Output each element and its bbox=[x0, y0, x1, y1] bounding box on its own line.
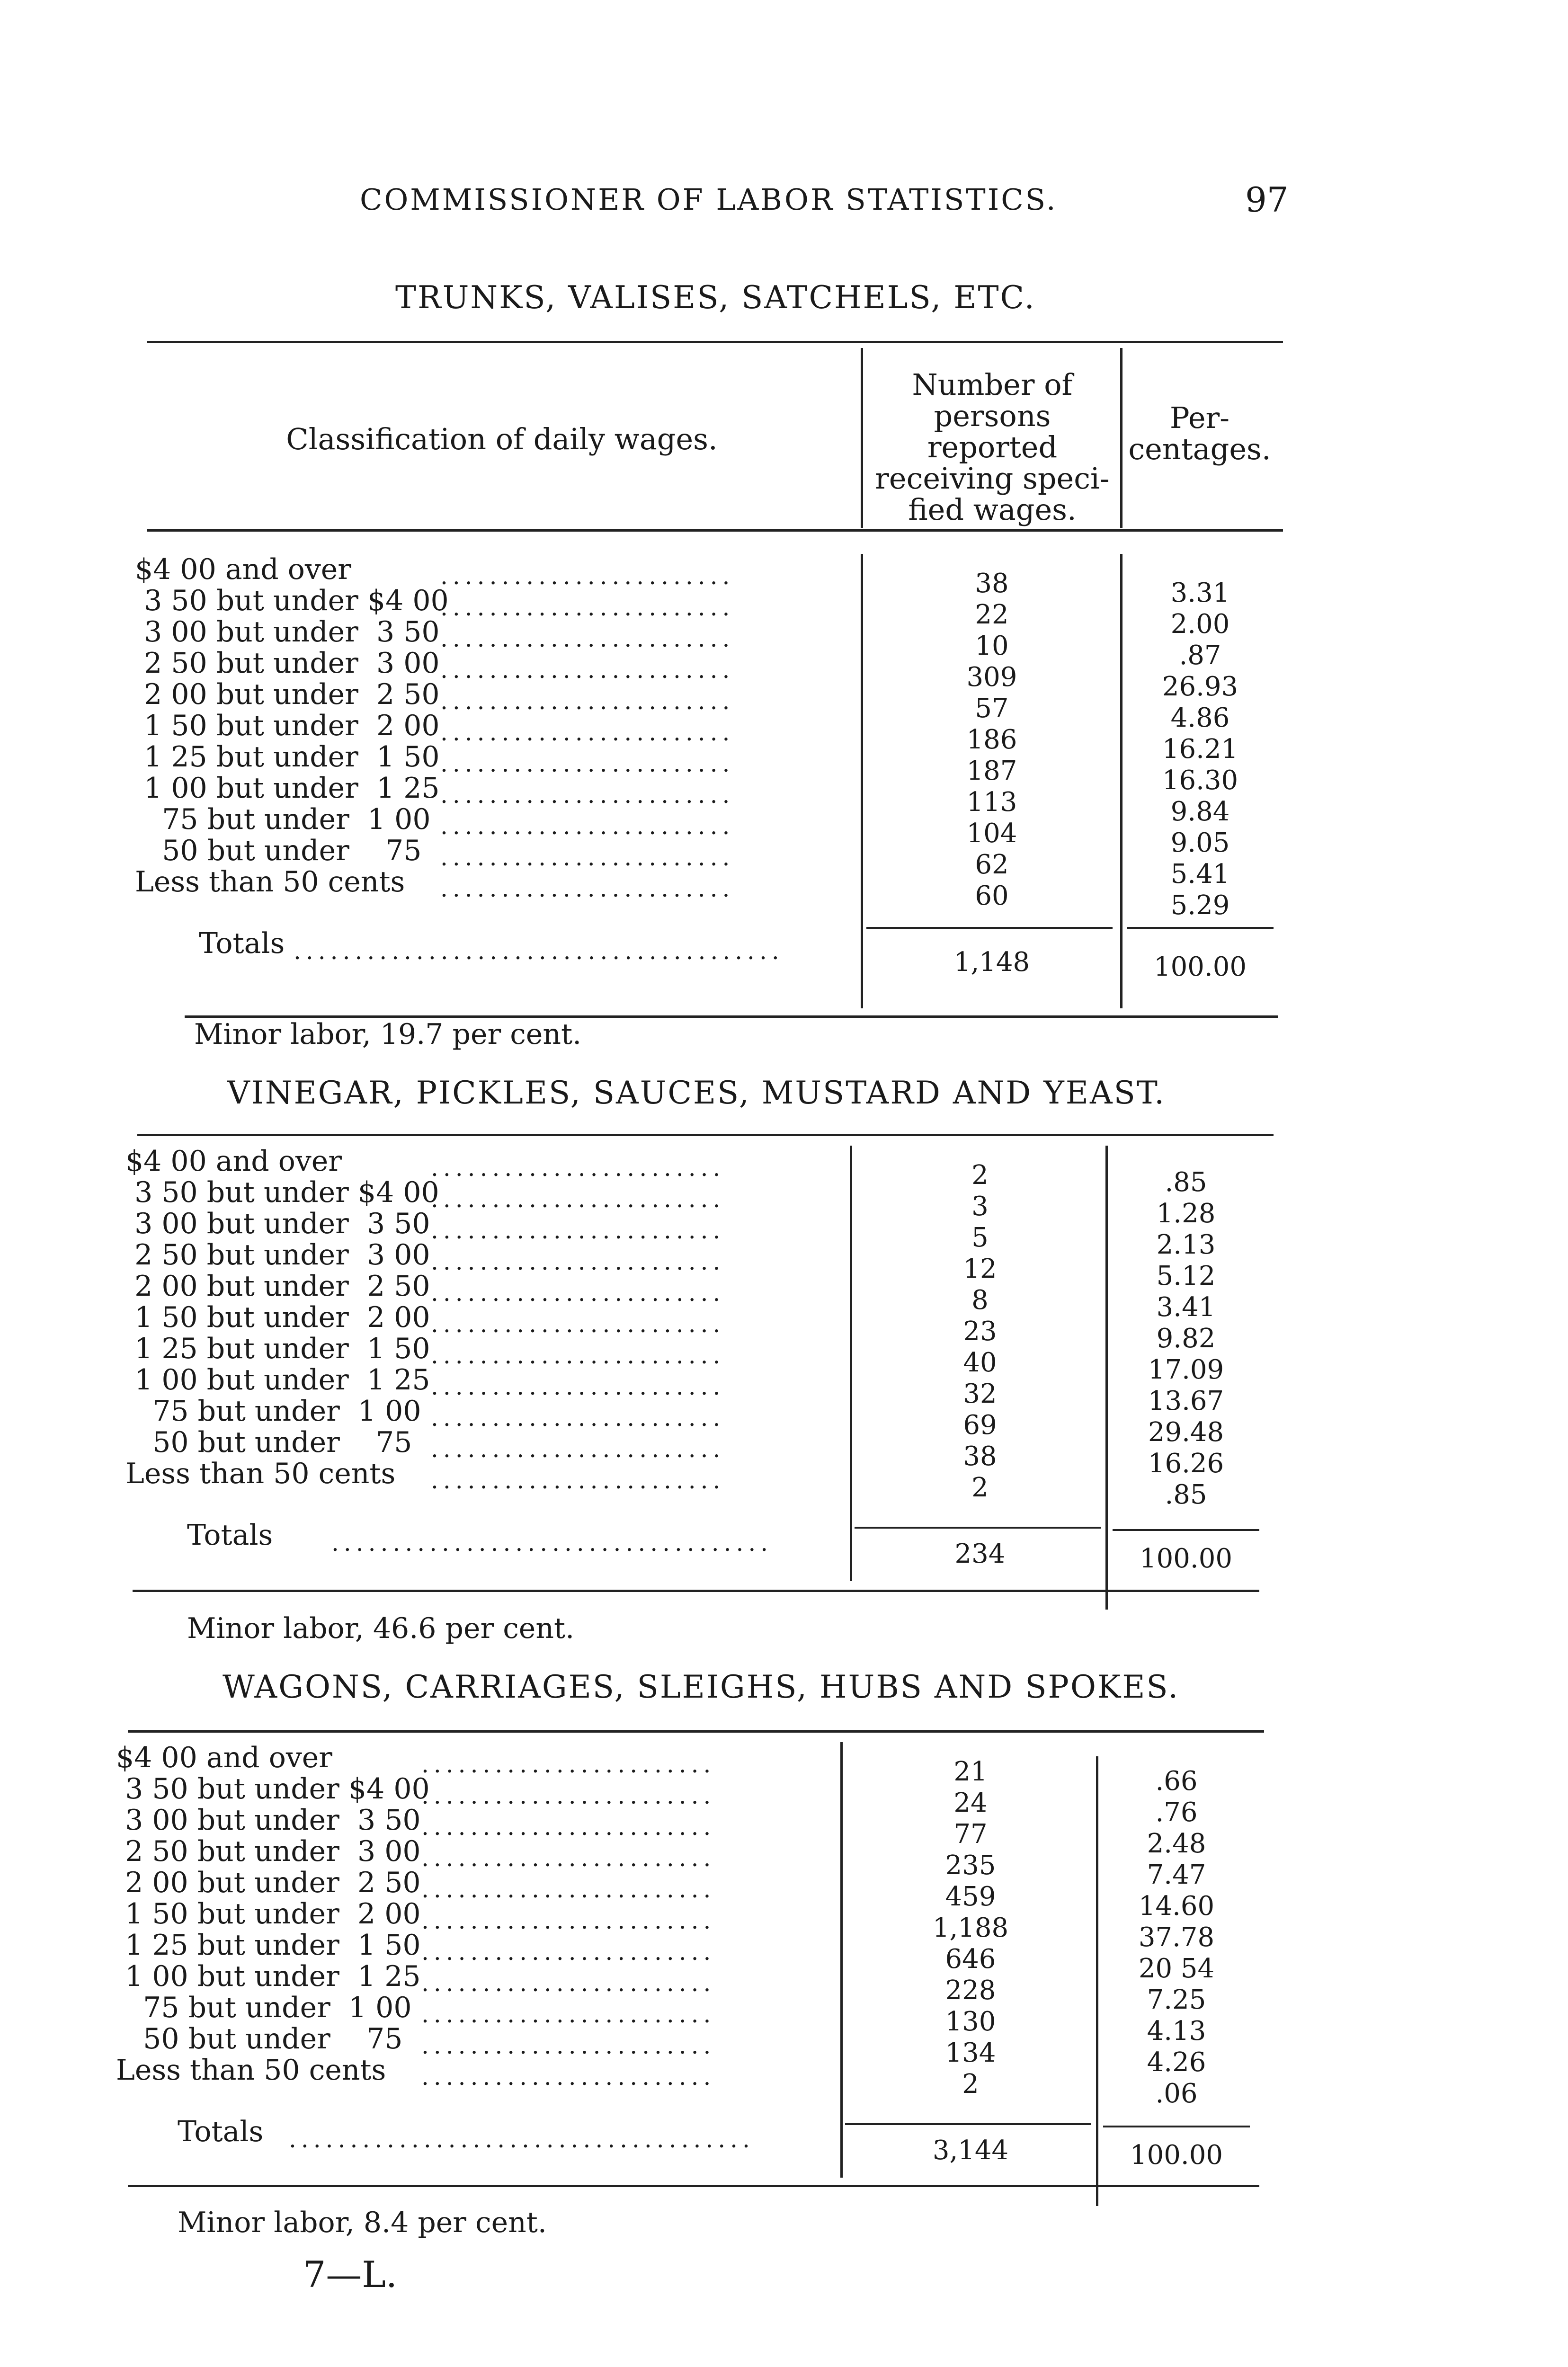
persons-value: 60 bbox=[975, 881, 1009, 911]
row-label: 1 25 but under 1 50 bbox=[116, 1929, 421, 1962]
dot-leaders: ........................ ........................ ........................ ........................ ........................ ........................ ........................ ........................ ........................ ........................ ........................ bbox=[431, 1154, 725, 1493]
persons-value: 1,188 bbox=[932, 1913, 1009, 1943]
percent-value: 2.00 bbox=[1170, 609, 1230, 640]
row-label: 1 50 but under 2 00 bbox=[125, 1301, 430, 1334]
persons-value: 69 bbox=[963, 1410, 997, 1441]
percent-value: 16.26 bbox=[1148, 1448, 1224, 1479]
sum-rule bbox=[855, 1527, 1101, 1529]
totals-label: Totals bbox=[178, 2115, 264, 2148]
percent-value: 3.31 bbox=[1170, 578, 1230, 608]
row-label: 2 00 but under 2 50 bbox=[135, 678, 440, 711]
dot-leaders: ........................ ........................ ........................ ........................ ........................ ........................ ........................ ........................ ........................ ........................ ........................ bbox=[440, 562, 735, 901]
column-header-classification: Classification of daily wages. bbox=[286, 422, 718, 456]
total-persons: 3,144 bbox=[932, 2135, 1009, 2166]
table-title-vinegar: VINEGAR, PICKLES, SAUCES, MUSTARD AND YEAST. bbox=[227, 1075, 1166, 1111]
percent-value: 9.84 bbox=[1170, 796, 1230, 827]
persons-value: 8 bbox=[971, 1285, 989, 1316]
row-label: 3 50 but under $4 00 bbox=[125, 1176, 439, 1209]
sum-rule bbox=[845, 2123, 1091, 2125]
persons-value: 23 bbox=[963, 1316, 997, 1347]
column-divider bbox=[1120, 554, 1123, 1008]
percent-value: 17.09 bbox=[1148, 1354, 1224, 1385]
minor-labor-note: Minor labor, 19.7 per cent. bbox=[194, 1018, 582, 1051]
persons-value: 235 bbox=[945, 1850, 996, 1881]
percent-value: .85 bbox=[1165, 1167, 1207, 1198]
percent-value: 2.13 bbox=[1156, 1229, 1216, 1260]
row-label: 75 but under 1 00 bbox=[116, 1991, 412, 2024]
percent-value: 7.47 bbox=[1147, 1860, 1206, 1890]
column-divider bbox=[1105, 1146, 1108, 1610]
persons-value: 40 bbox=[963, 1347, 997, 1378]
table-bottom-rule bbox=[133, 1590, 1259, 1592]
total-percent: 100.00 bbox=[1154, 952, 1247, 982]
persons-value: 24 bbox=[953, 1788, 988, 1818]
header-divider bbox=[1120, 348, 1123, 528]
row-label: 1 00 but under 1 25 bbox=[116, 1960, 421, 1993]
percent-value: 1.28 bbox=[1156, 1198, 1216, 1229]
percent-column bbox=[1103, 1766, 1250, 2109]
percent-value: 37.78 bbox=[1138, 1922, 1215, 1953]
percent-value: 9.05 bbox=[1170, 828, 1230, 858]
percent-value: 13.67 bbox=[1148, 1386, 1224, 1416]
persons-value: 2 bbox=[971, 1160, 989, 1191]
row-label: 3 00 but under 3 50 bbox=[135, 615, 440, 649]
percent-value: 4.26 bbox=[1147, 2047, 1206, 2078]
row-label: 3 50 but under $4 00 bbox=[116, 1772, 430, 1806]
percent-value: .85 bbox=[1165, 1479, 1207, 1510]
row-label: 2 00 but under 2 50 bbox=[116, 1866, 421, 1899]
row-label: 50 but under 75 bbox=[125, 1426, 412, 1459]
persons-value: 104 bbox=[966, 818, 1017, 849]
table-title-wagons: WAGONS, CARRIAGES, SLEIGHS, HUBS AND SPOKES. bbox=[223, 1669, 1180, 1705]
running-header: COMMISSIONER OF LABOR STATISTICS. bbox=[360, 182, 1058, 217]
table-top-rule bbox=[147, 341, 1283, 343]
row-label: 3 50 but under $4 00 bbox=[135, 584, 449, 617]
percent-value: 20 54 bbox=[1138, 1953, 1215, 1984]
percent-value: 16.21 bbox=[1162, 734, 1238, 765]
percent-value: 14.60 bbox=[1138, 1891, 1215, 1922]
persons-value: 21 bbox=[953, 1756, 988, 1787]
minor-labor-note: Minor labor, 8.4 per cent. bbox=[178, 2206, 547, 2239]
row-label: 75 but under 1 00 bbox=[125, 1395, 421, 1428]
persons-column bbox=[866, 568, 1117, 912]
row-label: Less than 50 cents bbox=[135, 865, 405, 899]
row-label: 3 00 but under 3 50 bbox=[125, 1207, 430, 1240]
persons-value: 5 bbox=[971, 1222, 989, 1253]
persons-value: 134 bbox=[945, 2038, 996, 2068]
column-divider bbox=[861, 554, 863, 1008]
persons-value: 77 bbox=[953, 1819, 988, 1850]
total-percent: 100.00 bbox=[1130, 2140, 1223, 2171]
table-top-rule bbox=[137, 1134, 1274, 1136]
row-label: 2 50 but under 3 00 bbox=[135, 647, 440, 680]
sum-rule bbox=[1103, 2126, 1250, 2127]
column-header-percentages: Per- centages. bbox=[1128, 400, 1271, 466]
percent-value: 4.13 bbox=[1147, 2016, 1206, 2047]
total-persons: 1,148 bbox=[953, 947, 1030, 978]
row-label: Less than 50 cents bbox=[125, 1457, 396, 1490]
percent-value: 5.29 bbox=[1170, 890, 1230, 921]
sum-rule bbox=[866, 927, 1113, 929]
header-bottom-rule bbox=[147, 529, 1283, 532]
persons-value: 228 bbox=[945, 1975, 996, 2006]
wage-table-wagons bbox=[0, 1742, 1568, 2216]
persons-value: 187 bbox=[966, 756, 1017, 786]
column-header-persons: Number of persons reported receiving speci- fied wages. bbox=[875, 367, 1110, 527]
percent-value: 5.12 bbox=[1156, 1261, 1216, 1291]
sum-rule bbox=[1127, 927, 1274, 929]
row-label: 1 00 but under 1 25 bbox=[135, 772, 440, 805]
persons-column bbox=[855, 1160, 1105, 1504]
persons-value: 32 bbox=[963, 1379, 997, 1409]
persons-value: 459 bbox=[945, 1881, 996, 1912]
sum-rule bbox=[1113, 1529, 1259, 1531]
row-label: 1 25 but under 1 50 bbox=[125, 1332, 430, 1365]
persons-value: 186 bbox=[966, 724, 1017, 755]
signature-mark: 7—L. bbox=[303, 2253, 397, 2296]
persons-value: 57 bbox=[975, 693, 1009, 724]
column-divider bbox=[840, 1742, 843, 2178]
row-label: 50 but under 75 bbox=[116, 2022, 403, 2056]
table-top-rule bbox=[128, 1730, 1264, 1733]
persons-value: 22 bbox=[975, 599, 1009, 630]
row-label: Less than 50 cents bbox=[116, 2054, 386, 2087]
total-percent: 100.00 bbox=[1140, 1543, 1232, 1574]
row-label: 1 50 but under 2 00 bbox=[116, 1897, 421, 1931]
totals-label: Totals bbox=[187, 1519, 273, 1552]
percent-column bbox=[1113, 1167, 1259, 1511]
total-persons: 234 bbox=[954, 1539, 1006, 1569]
wage-table-trunks bbox=[0, 554, 1568, 1027]
row-label: $4 00 and over bbox=[125, 1145, 342, 1178]
percent-value: .06 bbox=[1155, 2078, 1198, 2109]
percent-value: 29.48 bbox=[1148, 1417, 1224, 1448]
percent-value: 4.86 bbox=[1170, 703, 1230, 733]
row-label: 75 but under 1 00 bbox=[135, 803, 431, 836]
percent-value: 9.82 bbox=[1156, 1323, 1216, 1354]
percent-value: 2.48 bbox=[1147, 1828, 1206, 1859]
row-label: 2 50 but under 3 00 bbox=[116, 1835, 421, 1868]
persons-value: 62 bbox=[975, 849, 1009, 880]
percent-column bbox=[1127, 578, 1274, 921]
persons-value: 3 bbox=[971, 1191, 989, 1222]
persons-value: 2 bbox=[962, 2069, 979, 2100]
row-label: 1 00 but under 1 25 bbox=[125, 1363, 430, 1397]
percent-value: .87 bbox=[1179, 640, 1221, 671]
persons-column bbox=[845, 1756, 1096, 2100]
percent-value: 7.25 bbox=[1147, 1984, 1206, 2015]
column-divider bbox=[850, 1146, 852, 1581]
persons-value: 38 bbox=[963, 1441, 997, 1472]
dot-leaders: .................................... bbox=[331, 1529, 773, 1557]
persons-value: 12 bbox=[963, 1254, 997, 1284]
persons-value: 10 bbox=[975, 631, 1009, 661]
wage-table-vinegar bbox=[0, 1146, 1568, 1619]
row-label: 50 but under 75 bbox=[135, 834, 422, 867]
persons-value: 113 bbox=[966, 787, 1017, 818]
percent-value: .66 bbox=[1155, 1766, 1198, 1797]
page-number: 97 bbox=[1245, 180, 1289, 220]
persons-value: 38 bbox=[975, 568, 1009, 599]
persons-value: 309 bbox=[966, 662, 1017, 693]
table-title-trunks: TRUNKS, VALISES, SATCHELS, ETC. bbox=[395, 279, 1036, 316]
persons-value: 130 bbox=[945, 2006, 996, 2037]
row-label: $4 00 and over bbox=[116, 1741, 332, 1774]
dot-leaders: ........................ ........................ ........................ ........................ ........................ ........................ ........................ ........................ ........................ ........................ ........................ bbox=[421, 1751, 716, 2090]
totals-label: Totals bbox=[199, 927, 285, 960]
percent-value: 5.41 bbox=[1170, 859, 1230, 890]
row-label: 2 00 but under 2 50 bbox=[125, 1270, 430, 1303]
percent-value: 26.93 bbox=[1162, 671, 1238, 702]
minor-labor-note: Minor labor, 46.6 per cent. bbox=[187, 1612, 575, 1645]
column-divider bbox=[1096, 1756, 1098, 2206]
percent-value: 16.30 bbox=[1162, 765, 1238, 796]
row-label: 1 25 but under 1 50 bbox=[135, 740, 440, 774]
row-label: 1 50 but under 2 00 bbox=[135, 709, 440, 742]
header-divider bbox=[861, 348, 863, 528]
percent-value: .76 bbox=[1155, 1797, 1198, 1828]
persons-value: 2 bbox=[971, 1472, 989, 1503]
row-label: 2 50 but under 3 00 bbox=[125, 1238, 430, 1272]
table-bottom-rule bbox=[128, 2185, 1259, 2187]
row-label: $4 00 and over bbox=[135, 553, 351, 586]
persons-value: 646 bbox=[945, 1944, 996, 1975]
dot-leaders: ........................................ bbox=[294, 937, 784, 965]
dot-leaders: ...................................... bbox=[289, 2126, 755, 2153]
row-label: 3 00 but under 3 50 bbox=[116, 1804, 421, 1837]
percent-value: 3.41 bbox=[1156, 1292, 1216, 1323]
